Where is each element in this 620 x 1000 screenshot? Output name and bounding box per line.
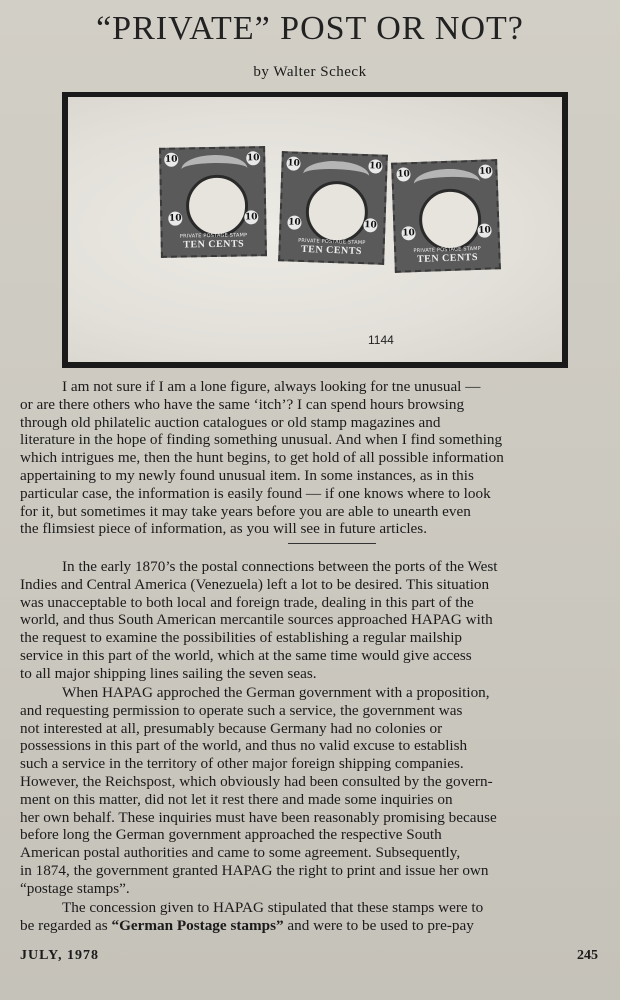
text-line: appertaining to my newly found unusual item. In some instances, as in this [20, 466, 474, 484]
emphasized-text: “German Postage stamps” [111, 916, 284, 934]
stamp-band-top: PRIVATE POSTAGE STAMP [413, 245, 481, 255]
stamp-denomination: 10 [477, 223, 491, 237]
text-line: When HAPAG approched the German government with a proposition, [62, 684, 490, 701]
text-fragment: and were to be used to pre-pay [283, 916, 474, 934]
text-line: to all major shipping lines sailing the seven seas. [20, 664, 317, 682]
text-line: In the early 1870’s the postal connections between the ports of the West [62, 558, 498, 575]
stamp-denomination: 10 [287, 215, 301, 229]
text-line: and requesting permission to operate such a service, the government was [20, 701, 463, 719]
stamp-band-bottom: TEN CENTS [300, 243, 363, 258]
page-number: 245 [577, 948, 598, 963]
stamp-denomination: 10 [246, 151, 260, 165]
stamp-3 [391, 159, 501, 273]
text-line: before long the German government approached the respective South [20, 826, 442, 844]
text-line: The concession given to HAPAG stipulated that these stamps were to [62, 899, 484, 916]
article-byline: by Walter Scheck [253, 64, 367, 80]
paragraph-1 [20, 378, 612, 538]
stamp-center-circle [418, 188, 482, 252]
text-line: literature in the hope of finding something unusual. And when I find something [20, 431, 503, 449]
text-line: through old philatelic auction catalogues or old stamp magazines and [20, 413, 441, 431]
stamp-denomination: 10 [396, 167, 410, 181]
text-line: not interested at all, presumably because Germany had no colonies or [20, 719, 443, 737]
stamp-denomination: 10 [164, 153, 178, 167]
stamp-1 [159, 146, 267, 258]
text-line: “postage stamps”. [20, 879, 130, 897]
article-title: “PRIVATE” POST OR NOT? [96, 10, 524, 47]
text-line: American postal authorities and came to some agreement. Subsequently, [20, 844, 461, 862]
text-line: particular case, the information is easily found — if one knows where to look [20, 484, 491, 502]
paragraph-3 [20, 684, 612, 898]
text-line: world, and thus South American mercantile sources approached HAPAG with [20, 611, 493, 629]
stamp-band-bottom: TEN CENTS [416, 251, 479, 266]
text-line: ment on this matter, did not let it rest there and made some inquiries on [20, 790, 453, 808]
catalogue-number: 1144 [368, 333, 394, 347]
text-line: such a service in the territory of other major foreign shipping companies. [20, 755, 464, 773]
stamp-denomination: 10 [168, 212, 182, 226]
paragraph-4 [20, 899, 612, 935]
stamp-denomination: 10 [478, 164, 492, 178]
text-line: the request to examine the possibilities of establishing a regular mailship [20, 629, 463, 647]
stamp-band-top: PRIVATE POSTAGE STAMP [298, 237, 366, 247]
paragraph-2 [20, 558, 612, 683]
stamp-band-bottom: TEN CENTS [183, 238, 245, 251]
text-line: service in this part of the world, which at the same time would give access [20, 646, 472, 664]
stamp-denomination: 10 [286, 156, 300, 170]
text-line: Indies and Central America (Venezuela) left a lot to be desired. This situation [20, 575, 490, 593]
stamp-center-circle [186, 174, 249, 237]
section-divider [288, 543, 376, 544]
text-line: I am not sure if I am a lone figure, always looking for tne unusual — [62, 378, 481, 395]
text-line [20, 917, 612, 935]
stamp-denomination: 10 [368, 159, 382, 173]
stamp-band-top: PRIVATE POSTAGE STAMP [179, 232, 248, 240]
text-line: the flimsiest piece of information, as you will see in future articles. [20, 520, 427, 538]
text-line: which intrigues me, then the hunt begins, to get hold of all possible information [20, 449, 504, 467]
text-line: possessions in this part of the world, and thus no valid excuse to establish [20, 737, 468, 755]
stamp-denomination: 10 [401, 226, 415, 240]
text-line: was unacceptable to both local and foreign trade, dealing in this part of the [20, 593, 474, 611]
text-line: her own behalf. These inquiries must have been reasonably promising because [20, 808, 497, 826]
text-line: for it, but sometimes it may take years before you are able to unearth even [20, 502, 471, 520]
text-line: However, the Reichspost, which obviously had been consulted by the govern- [20, 772, 493, 790]
stamp-2 [278, 151, 388, 265]
text-fragment: be regarded as [20, 916, 112, 934]
stamp-denomination: 10 [244, 210, 258, 224]
stamp-denomination: 10 [363, 218, 377, 232]
text-line: or are there others who have the same ‘itch’? I can spend hours browsing [20, 395, 465, 413]
text-line: in 1874, the government granted HAPAG the right to print and issue her own [20, 861, 489, 879]
stamp-photo-frame [62, 92, 568, 368]
stamp-photo [68, 97, 562, 362]
issue-date: JULY, 1978 [20, 948, 99, 963]
